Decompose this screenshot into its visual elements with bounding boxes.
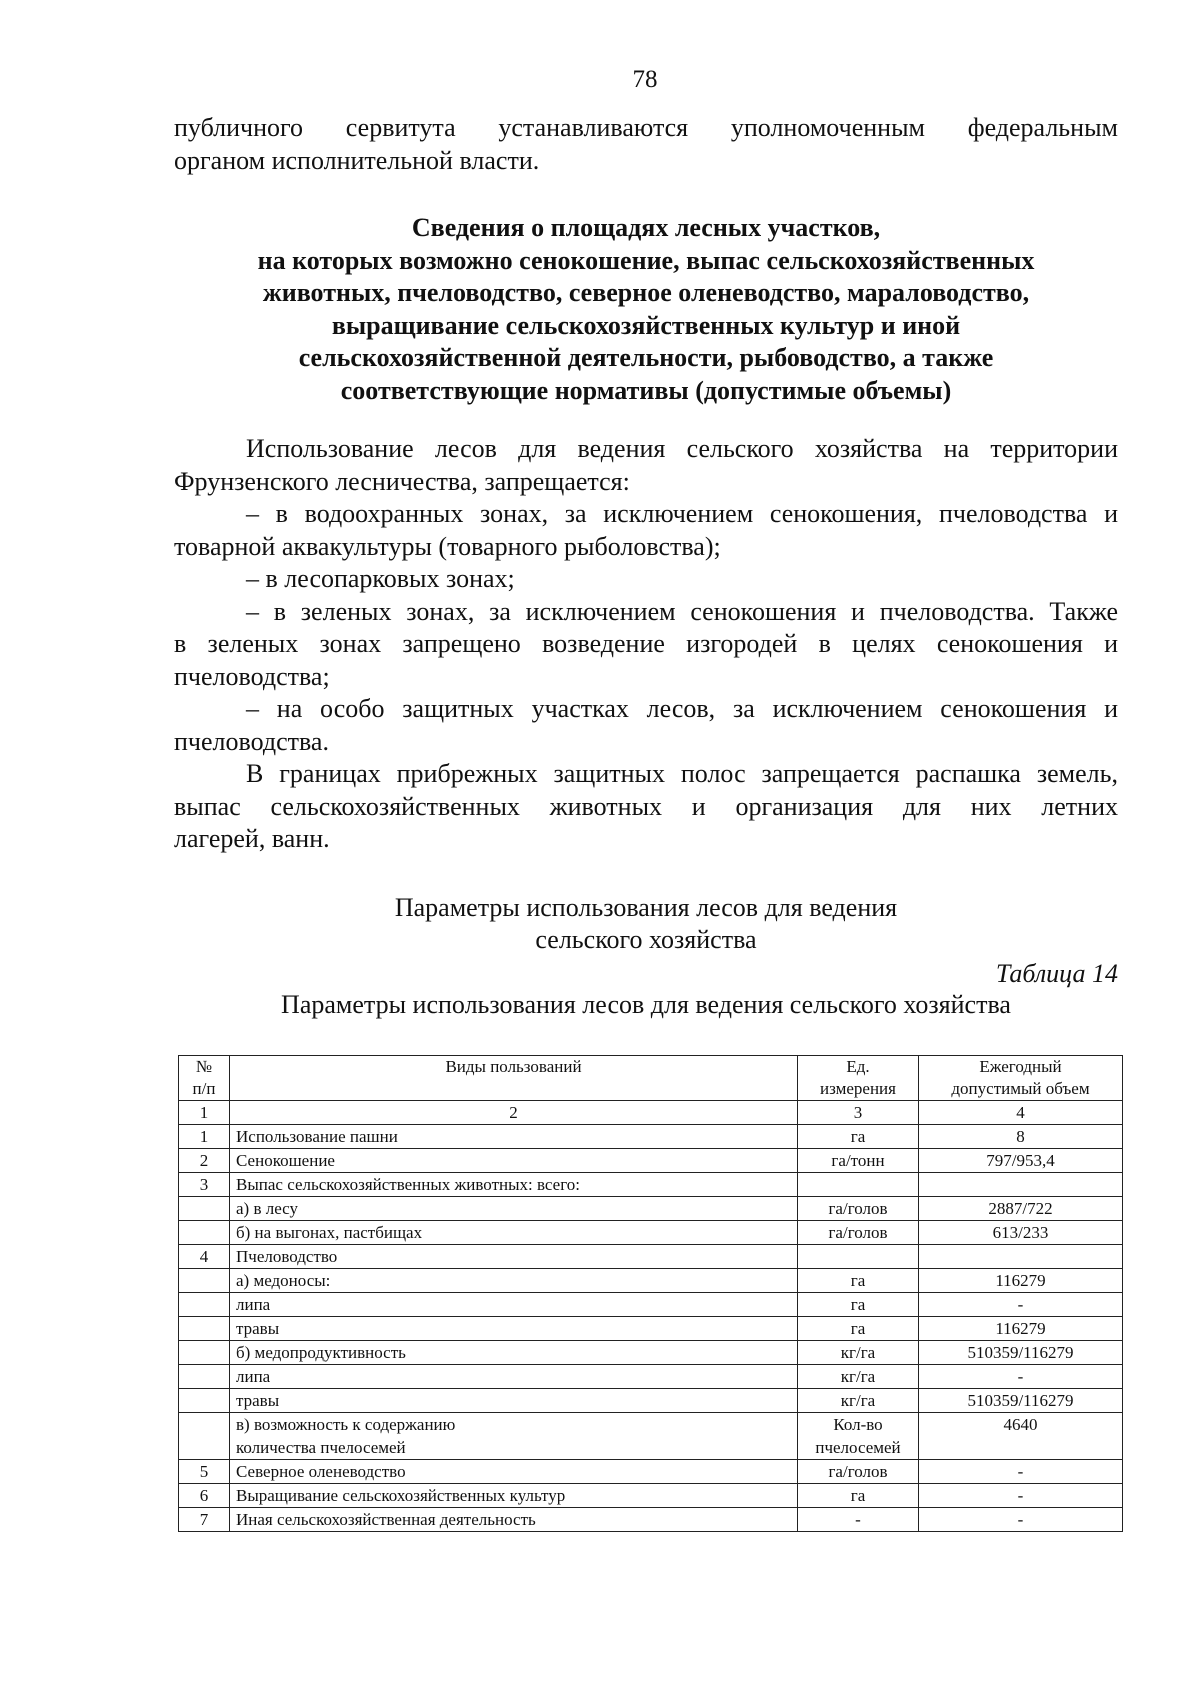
- row-number-cell: 3: [179, 1173, 230, 1197]
- row-number-cell: [179, 1413, 230, 1460]
- row-unit-cell: га: [798, 1317, 919, 1341]
- table-row: [179, 1149, 1123, 1173]
- row-volume-cell: 2887/722: [919, 1197, 1123, 1221]
- table-header-row: [179, 1056, 1123, 1101]
- title-line: выращивание сельскохозяйственных культур и иной: [331, 310, 961, 340]
- title-line: животных, пчеловодство, северное оленеводство, мараловодство,: [262, 278, 1030, 307]
- rules-line: В границах прибрежных защитных полос запрещается распашка земель,: [246, 759, 1118, 788]
- row-volume-cell: 116279: [919, 1317, 1123, 1341]
- row-kind-line: в) возможность к содержанию: [236, 1415, 456, 1434]
- row-volume-cell: 116279: [919, 1269, 1123, 1293]
- column-number-row: [179, 1101, 1123, 1125]
- row-unit-cell: -: [798, 1508, 919, 1532]
- row-volume-cell: 510359/116279: [919, 1341, 1123, 1365]
- table-label: Таблица 14: [995, 959, 1118, 988]
- rules-line: – в зеленых зонах, за исключением сенокошения и пчеловодства. Также: [246, 596, 1118, 626]
- table-row: [179, 1173, 1123, 1197]
- intro-paragraph: [174, 112, 1118, 177]
- row-volume-cell: 613/233: [919, 1221, 1123, 1245]
- row-number-cell: [179, 1221, 230, 1245]
- row-number-cell: [179, 1197, 230, 1221]
- row-volume-cell: -: [919, 1293, 1123, 1317]
- params-heading-line: Параметры использования лесов для ведения: [394, 893, 898, 922]
- row-kind-cell: Иная сельскохозяйственная деятельность: [230, 1508, 798, 1532]
- row-kind-cell: липа: [230, 1293, 798, 1317]
- header-volume-line: Ежегодный: [979, 1057, 1062, 1076]
- row-unit-cell: га: [798, 1293, 919, 1317]
- row-unit-cell: кг/га: [798, 1389, 919, 1413]
- header-unit-line: измерения: [820, 1079, 896, 1098]
- table-body: [179, 1056, 1123, 1532]
- table-row: [179, 1460, 1123, 1484]
- row-unit-cell: га: [798, 1125, 919, 1149]
- row-volume-cell: [919, 1173, 1123, 1197]
- title-line: сельскохозяйственной деятельности, рыбоводство, а также: [298, 343, 994, 372]
- header-unit-line: Ед.: [846, 1057, 870, 1076]
- rules-line: – в водоохранных зонах, за исключением сенокошения, пчеловодства и: [246, 499, 1118, 528]
- row-kind-cell: травы: [230, 1317, 798, 1341]
- row-volume-cell: -: [919, 1508, 1123, 1532]
- row-kind-cell: Северное оленеводство: [230, 1460, 798, 1484]
- row-number-cell: 1: [179, 1125, 230, 1149]
- rules-line: лагерей, ванн.: [174, 824, 330, 853]
- row-unit-cell: га/тонн: [798, 1149, 919, 1173]
- row-kind-cell: б) на выгонах, пастбищах: [230, 1221, 798, 1245]
- header-unit: [798, 1056, 919, 1101]
- row-volume-cell: 4640: [919, 1413, 1123, 1460]
- row-kind-cell: Выпас сельскохозяйственных животных: всего:: [230, 1173, 798, 1197]
- row-unit-cell: [798, 1413, 919, 1460]
- row-unit-cell: кг/га: [798, 1365, 919, 1389]
- row-unit-cell: [798, 1245, 919, 1269]
- title-line: на которых возможно сенокошение, выпас сельскохозяйственных: [257, 245, 1035, 275]
- table-row: [179, 1317, 1123, 1341]
- params-heading: [174, 892, 1118, 956]
- row-unit-cell: га/голов: [798, 1197, 919, 1221]
- row-unit-cell: [798, 1173, 919, 1197]
- row-kind-cell: Выращивание сельскохозяйственных культур: [230, 1484, 798, 1508]
- table-row: [179, 1484, 1123, 1508]
- page-number: 78: [632, 66, 658, 93]
- row-number-cell: [179, 1389, 230, 1413]
- row-number-cell: [179, 1269, 230, 1293]
- table-row: [179, 1269, 1123, 1293]
- column-number: 4: [919, 1101, 1123, 1125]
- rules-section: [174, 433, 1118, 856]
- title-line: Сведения о площадях лесных участков,: [411, 213, 881, 242]
- header-kind: Виды пользований: [230, 1056, 798, 1101]
- rules-line: – на особо защитных участках лесов, за исключением сенокошения и: [246, 694, 1118, 723]
- row-number-cell: 2: [179, 1149, 230, 1173]
- table-row: [179, 1245, 1123, 1269]
- row-number-cell: 4: [179, 1245, 230, 1269]
- rules-line: Фрунзенского лесничества, запрещается:: [174, 466, 630, 496]
- column-number: 3: [798, 1101, 919, 1125]
- column-number: 2: [230, 1101, 798, 1125]
- row-number-cell: [179, 1293, 230, 1317]
- row-number-cell: 6: [179, 1484, 230, 1508]
- table-row: [179, 1508, 1123, 1532]
- header-volume: [919, 1056, 1123, 1101]
- rules-line: пчеловодства;: [174, 661, 330, 691]
- rules-line: Использование лесов для ведения сельского хозяйства на территории: [246, 434, 1118, 463]
- row-kind-cell: б) медопродуктивность: [230, 1341, 798, 1365]
- row-volume-cell: 8: [919, 1125, 1123, 1149]
- row-number-cell: [179, 1317, 230, 1341]
- table-row: [179, 1413, 1123, 1460]
- row-volume-cell: -: [919, 1365, 1123, 1389]
- row-kind-line: количества пчелосемей: [236, 1438, 406, 1457]
- header-num-line: №: [195, 1057, 213, 1076]
- row-volume-cell: 797/953,4: [919, 1149, 1123, 1173]
- table-row: [179, 1293, 1123, 1317]
- section-title: [174, 212, 1118, 407]
- row-volume-cell: -: [919, 1460, 1123, 1484]
- table-row: [179, 1389, 1123, 1413]
- row-unit-line: пчелосемей: [815, 1438, 901, 1457]
- row-unit-cell: кг/га: [798, 1341, 919, 1365]
- intro-line: публичного сервитута устанавливаются уполномоченным федеральным: [174, 113, 1118, 142]
- header-num-line: п/п: [192, 1079, 216, 1098]
- row-kind-cell: а) медоносы:: [230, 1269, 798, 1293]
- row-number-cell: [179, 1365, 230, 1389]
- rules-line: товарной аквакультуры (товарного рыболовства);: [174, 531, 721, 561]
- row-kind-cell: Пчеловодство: [230, 1245, 798, 1269]
- column-number: 1: [179, 1101, 230, 1125]
- table-row: [179, 1221, 1123, 1245]
- table-row: [179, 1365, 1123, 1389]
- row-unit-cell: га/голов: [798, 1460, 919, 1484]
- row-kind-cell: липа: [230, 1365, 798, 1389]
- table-row: [179, 1125, 1123, 1149]
- rules-line: – в лесопарковых зонах;: [246, 564, 515, 593]
- rules-line: в зеленых зонах запрещено возведение изгородей в целях сенокошения и: [174, 629, 1118, 658]
- params-heading-line: сельского хозяйства: [535, 925, 757, 954]
- row-volume-cell: -: [919, 1484, 1123, 1508]
- row-number-cell: 5: [179, 1460, 230, 1484]
- row-kind-cell: травы: [230, 1389, 798, 1413]
- rules-line: выпас сельскохозяйственных животных и организация для них летних: [174, 791, 1118, 821]
- row-volume-cell: [919, 1245, 1123, 1269]
- agriculture-params-table: [178, 1055, 1123, 1532]
- row-unit-cell: га: [798, 1484, 919, 1508]
- table-caption: Параметры использования лесов для ведения сельского хозяйства: [281, 990, 1011, 1019]
- row-kind-cell: а) в лесу: [230, 1197, 798, 1221]
- table-row: [179, 1341, 1123, 1365]
- header-volume-line: допустимый объем: [951, 1079, 1090, 1098]
- row-number-cell: 7: [179, 1508, 230, 1532]
- row-unit-cell: га: [798, 1269, 919, 1293]
- row-volume-cell: 510359/116279: [919, 1389, 1123, 1413]
- row-unit-cell: га/голов: [798, 1221, 919, 1245]
- header-num: [179, 1056, 230, 1101]
- row-kind-cell: Сенокошение: [230, 1149, 798, 1173]
- rules-line: пчеловодства.: [174, 726, 329, 756]
- intro-line: органом исполнительной власти.: [174, 145, 540, 175]
- table-row: [179, 1197, 1123, 1221]
- row-kind-cell: Использование пашни: [230, 1125, 798, 1149]
- title-line: соответствующие нормативы (допустимые объемы): [340, 375, 952, 405]
- row-unit-line: Кол-во: [833, 1415, 883, 1434]
- row-number-cell: [179, 1341, 230, 1365]
- row-kind-cell: [230, 1413, 798, 1460]
